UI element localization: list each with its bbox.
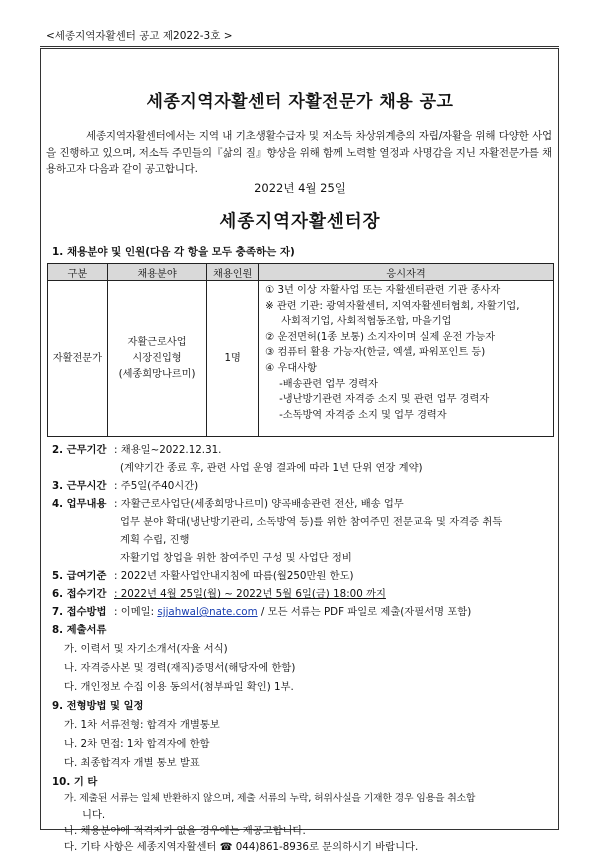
section8-item: 나. 자격증사본 및 경력(재직)증명서(해당자에 한함) [64, 662, 296, 674]
col-header-field: 채용분야 [107, 264, 207, 281]
signer: 세종지역자활센터장 [219, 212, 381, 232]
cell-qualifications [259, 281, 554, 437]
section10-heading: 10. 기 타 [52, 776, 98, 788]
notice-date: 2022년 4월 25일 [254, 181, 346, 195]
section10-item: 다. 기타 사항은 세종지역자활센터 ☎ 044)861-8936로 문의하시기 바랍니다. [64, 841, 419, 853]
section8-item: 가. 이력서 및 자기소개서(자율 서식) [64, 643, 228, 655]
col-header-count: 채용인원 [207, 264, 259, 281]
field-line: 시장진입형 [132, 352, 182, 364]
section9-heading: 9. 전형방법 및 일정 [52, 700, 144, 712]
section10-item-cont: 니다. [82, 809, 106, 821]
page-title: 세종지역자활센터 자활전문가 채용 공고 [146, 92, 454, 112]
intro-paragraph: 세종지역자활센터에서는 지역 내 기초생활수급자 및 저소득 차상위계층의 자립/자활을 위해 다양한 사업을 진행하고 있으며, 저소득 주민들의『삶의 질』향상을 위해 함께 노력할 열정과 사명감을 지닌 자활전문가를 채용하고자 다음과 같이 공고합니다. [46, 130, 552, 175]
section8-heading: 8. 제출서류 [52, 624, 107, 636]
qualification-item: -배송관련 업무 경력자 [279, 378, 378, 390]
col-header-qualification: 응시자격 [259, 264, 554, 281]
col-header-category: 구분 [48, 264, 108, 281]
section2-note: (계약기간 종료 후, 관련 사업 운영 결과에 따라 1년 단위 연장 계약) [120, 462, 423, 474]
section5-label: 5. 급여기준 [52, 570, 107, 582]
notice-number: <세종지역자활센터 공고 제2022-3호 > [46, 30, 233, 42]
section8-item: 다. 개인정보 수집 이용 동의서(첨부파일 확인) 1부. [64, 681, 294, 693]
qualification-item: -냉난방기관련 자격증 소지 및 관련 업무 경력자 [279, 394, 490, 406]
section7-prefix: : 이메일: [114, 606, 155, 618]
qualification-item: ④ 우대사항 [265, 362, 317, 374]
section10-item: 나. 채용분야에 적격자가 없을 경우에는 재공고합니다. [64, 825, 306, 837]
section4-label: 4. 업무내용 [52, 498, 107, 510]
email-link[interactable]: sjjahwal@nate.com [157, 606, 258, 618]
section6-label: 6. 접수기간 [52, 588, 107, 600]
qualification-item: ③ 컴퓨터 활용 가능자(한글, 엑셀, 파워포인트 등) [265, 347, 486, 359]
qualification-item: ① 3년 이상 자활사업 또는 자활센터관련 기관 종사자 [265, 285, 501, 296]
section9-item: 나. 2차 면접: 1차 합격자에 한함 [64, 738, 210, 750]
section10-item: 가. 제출된 서류는 일체 반환하지 않으며, 제출 서류의 누락, 허위사실을 기재한 경우 임용을 취소합 [64, 793, 476, 804]
section7-label: 7. 접수방법 [52, 606, 107, 618]
section9-item: 가. 1차 서류전형: 합격자 개별통보 [64, 719, 220, 731]
section3-value: : 주5일(주40시간) [114, 480, 199, 492]
section3-label: 3. 근무시간 [52, 480, 107, 492]
cell-category: 자활전문가 [48, 281, 108, 437]
field-line: (세종희망나르미) [118, 368, 196, 380]
cell-count: 1명 [207, 281, 259, 437]
section4-line: 업무 분야 확대(냉난방기관리, 소독방역 등)를 위한 참여주민 전문교육 및 자격증 취득 [120, 516, 503, 528]
field-line: 자활근로사업 [127, 336, 187, 348]
table-row [48, 281, 554, 437]
section2-label: 2. 근무기간 [52, 444, 107, 456]
section1-heading: 1. 채용분야 및 인원(다음 각 항을 모두 충족하는 자) [52, 246, 295, 258]
section6-value: : 2022년 4월 25일(월) ~ 2022년 5월 6일(금) 18:00 까지 [114, 588, 386, 600]
cell-field [107, 281, 207, 437]
section2-value: : 채용일~2022.12.31. [114, 444, 222, 456]
section5-value: : 2022년 자활사업안내지침에 따름(월250만원 한도) [114, 570, 354, 582]
section7-value [114, 603, 471, 618]
section4-line: 계획 수립, 진행 [120, 534, 190, 546]
table-header-row [48, 264, 554, 281]
qualification-item: -소독방역 자격증 소지 및 업무 경력자 [279, 409, 447, 421]
section4-line: 자활기업 창업을 위한 참여주민 구성 및 사업단 정비 [120, 552, 352, 564]
section4-line: : 자활근로사업단(세종희망나르미) 양곡배송관련 전산, 배송 업무 [114, 498, 404, 510]
recruitment-table [47, 263, 554, 437]
top-rule [40, 46, 559, 47]
qualification-item: 사회적기업, 사회적협동조합, 마을기업 [281, 316, 452, 328]
qualification-item: ② 운전면허(1종 보통) 소지자이며 실제 운전 가능자 [265, 331, 496, 343]
section7-suffix: / 모든 서류는 PDF 파일로 제출(자필서명 포함) [260, 606, 472, 618]
section9-item: 다. 최종합격자 개별 통보 발표 [64, 757, 200, 769]
qualification-item: ※ 관련 기관: 광역자활센터, 지역자활센터협회, 자활기업, [265, 300, 520, 312]
